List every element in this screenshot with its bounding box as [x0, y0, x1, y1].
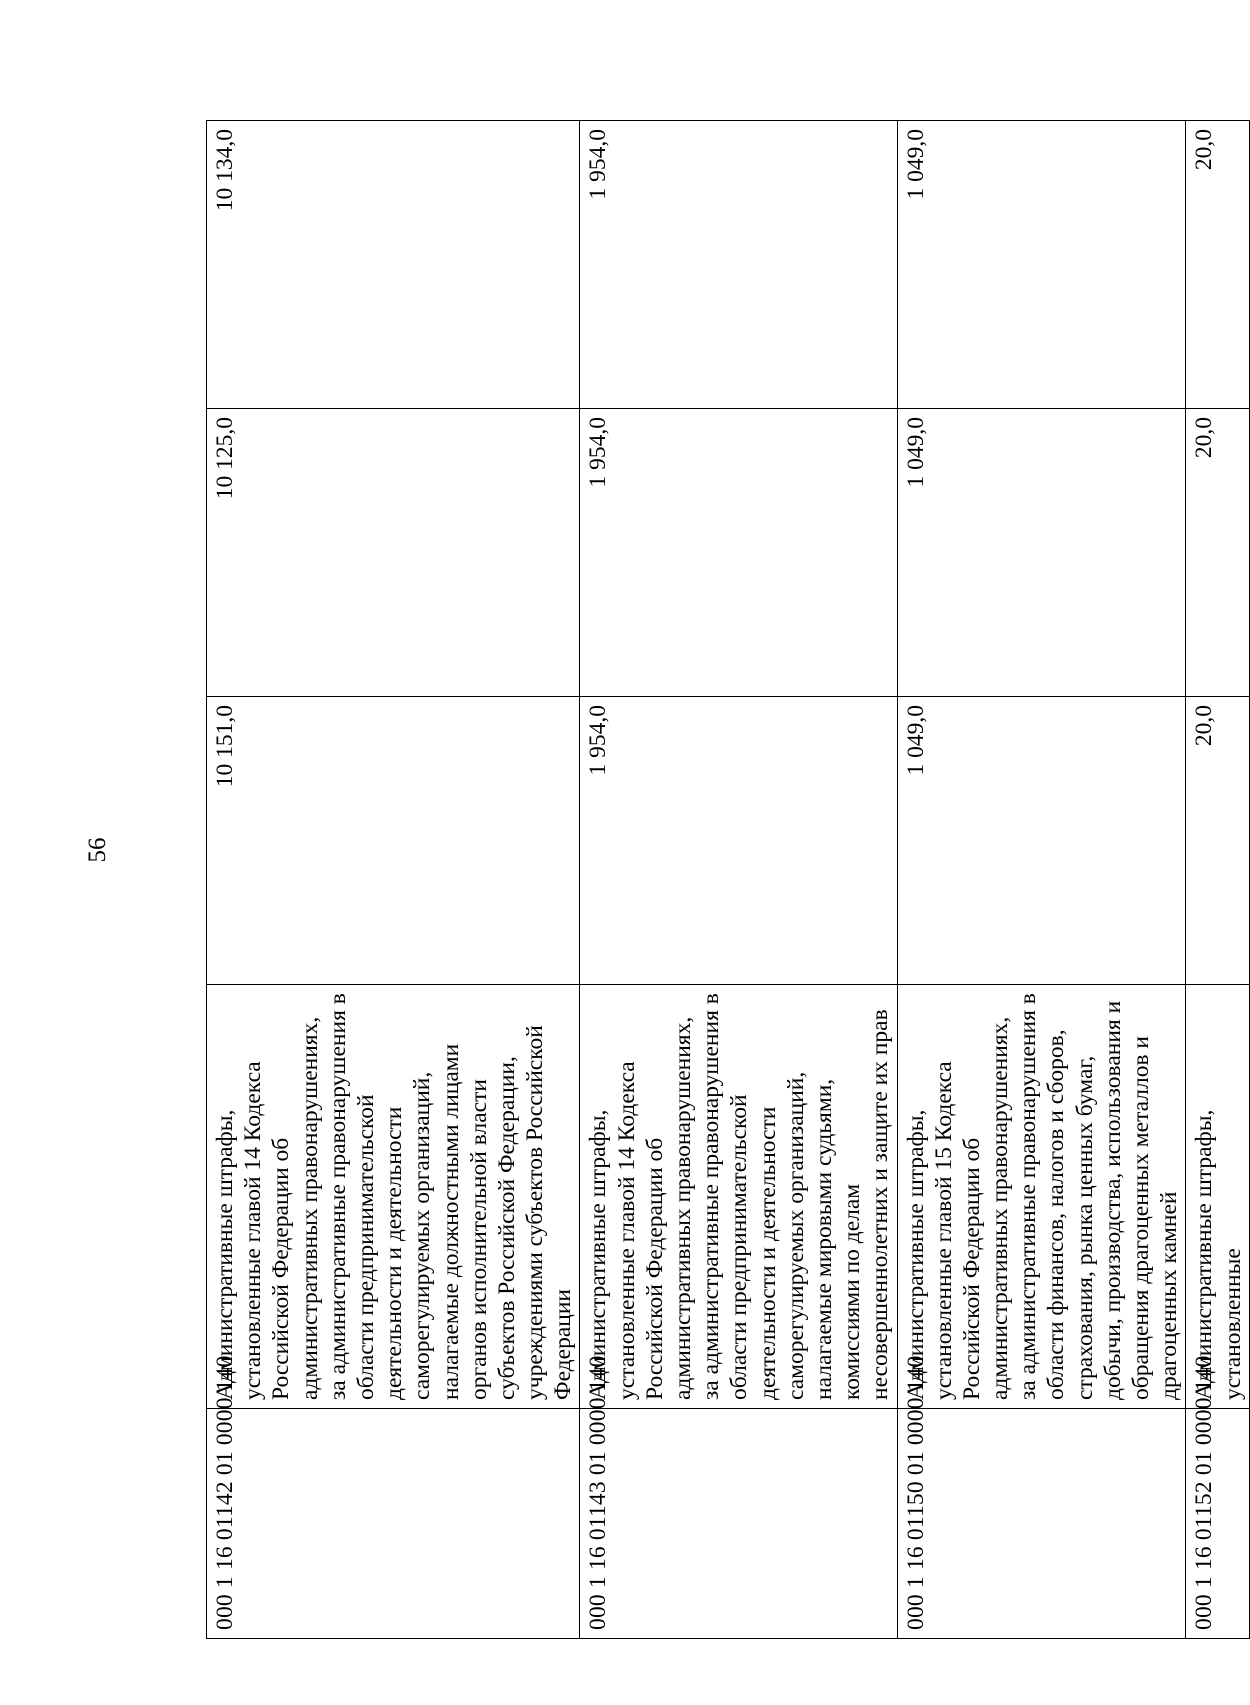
rotated-table-frame: [206, 121, 1246, 1639]
revenue-description: Административные штрафы, установленные главой 14 Кодекса Российской Федерации об административных правонарушениях, за административные правонарушения в области предпринимательской деятельности и деятельности саморегулируемых организаций, налагаемые мировыми судьями, комиссиями по делам несовершеннолетних и защите их прав: [580, 985, 897, 1409]
revenue-description: Административные штрафы, установленные: [1186, 985, 1249, 1409]
table-row: [897, 121, 1186, 1639]
budget-code: 000 1 16 01150 01 0000 140: [897, 1409, 1186, 1639]
amount-year-2: 10 125,0: [207, 409, 580, 697]
amount-year-2: 1 954,0: [580, 409, 897, 697]
budget-code: 000 1 16 01152 01 0000 140: [1186, 1409, 1249, 1639]
amount-year-3: 20,0: [1186, 121, 1249, 409]
revenue-description: Административные штрафы, установленные главой 14 Кодекса Российской Федерации об административных правонарушениях, за административные правонарушения в области предпринимательской деятельности и деятельности саморегулируемых организаций, налагаемые должностными лицами органов исполнительной власти субъектов Российской Федерации, учреждениями субъектов Российской Федерации: [207, 985, 580, 1409]
amount-year-2: 1 049,0: [897, 409, 1186, 697]
page-number: 56: [84, 837, 111, 863]
amount-year-3: 1 954,0: [580, 121, 897, 409]
table-row: [1186, 121, 1249, 1639]
amount-year-3: 1 049,0: [897, 121, 1186, 409]
table-container: [206, 121, 1246, 1639]
revenue-description: Административные штрафы, установленные главой 15 Кодекса Российской Федерации об административных правонарушениях, за административные правонарушения в области финансов, налогов и сборов, страхования, рынка ценных бумаг, добычи, производства, использования и обращения драгоценных металлов и драгоценных камней: [897, 985, 1186, 1409]
amount-year-2: 20,0: [1186, 409, 1249, 697]
amount-year-3: 10 134,0: [207, 121, 580, 409]
budget-revenue-table: [206, 120, 1250, 1639]
amount-year-1: 10 151,0: [207, 697, 580, 985]
table-row: [207, 121, 580, 1639]
amount-year-1: 1 954,0: [580, 697, 897, 985]
budget-code: 000 1 16 01143 01 0000 140: [580, 1409, 897, 1639]
amount-year-1: 20,0: [1186, 697, 1249, 985]
amount-year-1: 1 049,0: [897, 697, 1186, 985]
table-row: [580, 121, 897, 1639]
budget-code: 000 1 16 01142 01 0000 140: [207, 1409, 580, 1639]
